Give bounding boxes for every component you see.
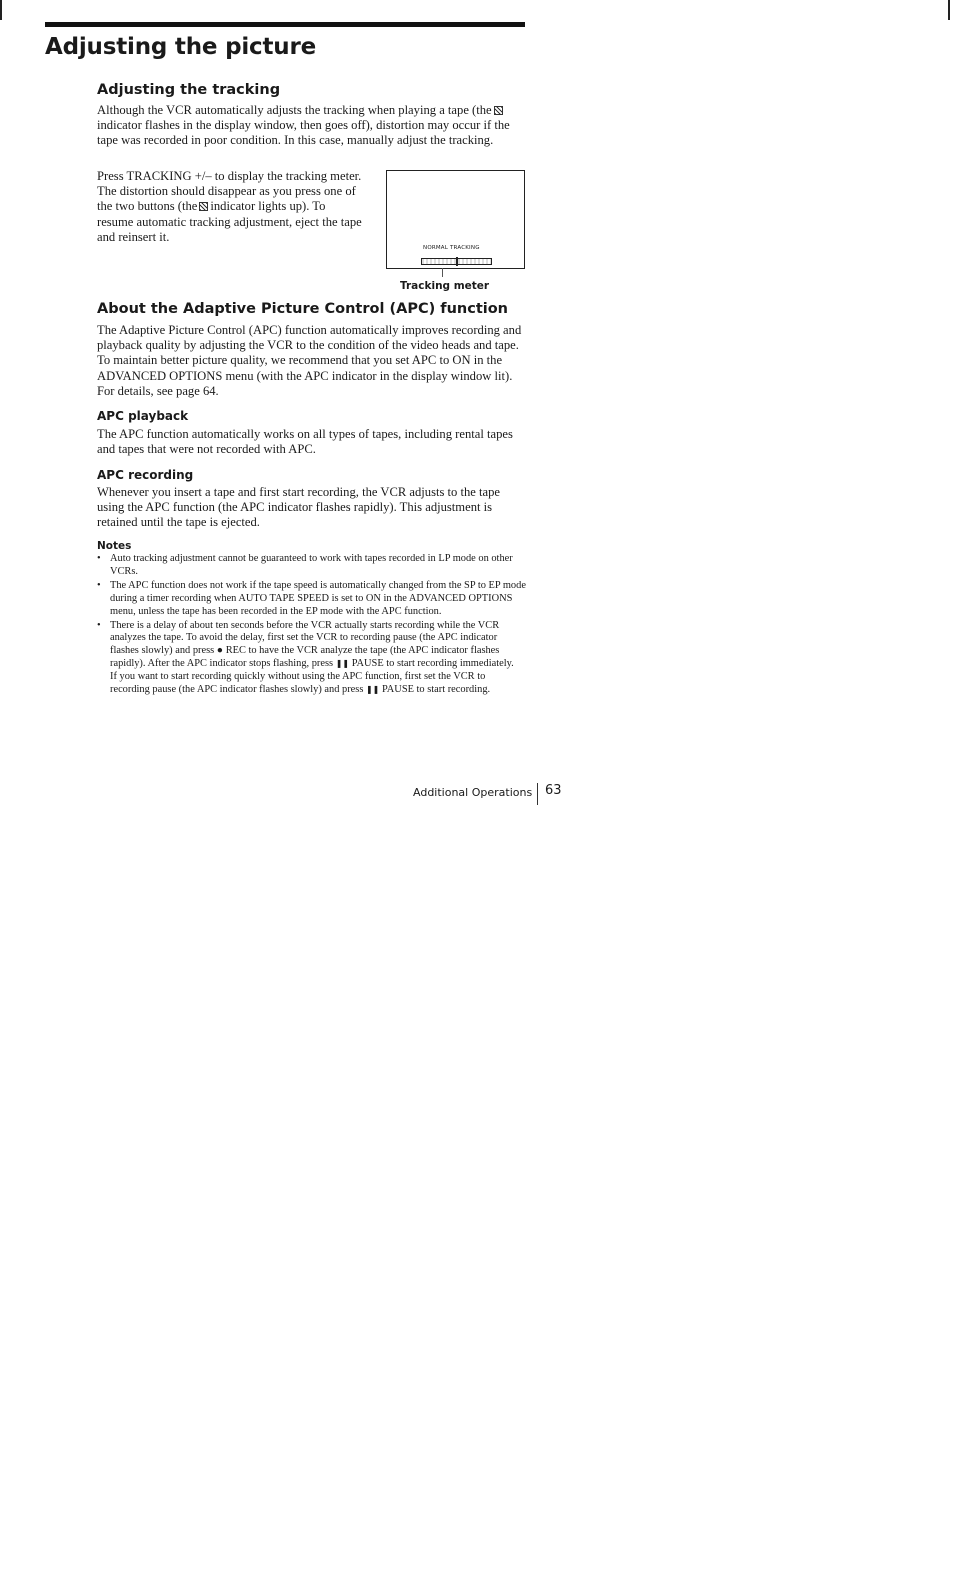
- subheading-apc-playback: APC playback: [97, 409, 189, 423]
- footer-section-name: Additional Operations: [413, 786, 533, 799]
- top-rule: [45, 22, 525, 27]
- section-heading-apc: About the Adaptive Picture Control (APC) function: [97, 301, 508, 317]
- section-heading-tracking: Adjusting the tracking: [97, 82, 281, 98]
- note-2-text: The APC function does not work if the tape speed is automatically changed from the SP to EP mode during a timer recording when AUTO TAPE SPEED is set to ON in the ADVANCED OPTIONS menu, unless the tape has been recorded in the EP mode with the APC function.: [110, 579, 526, 617]
- note-3-part-c: PAUSE to start recording immediately.: [351, 658, 514, 670]
- tracking-meter-caption: Tracking meter: [400, 280, 490, 292]
- tracking-indicator-icon: [494, 106, 503, 115]
- note-1-text: Auto tracking adjustment cannot be guaranteed to work with tapes recorded in LP mode on other VCRs.: [110, 553, 513, 577]
- note-bullet: •: [97, 553, 101, 564]
- note-item: [97, 580, 527, 619]
- apc-recording-text: Whenever you insert a tape and first start recording, the VCR adjusts to the tape using the APC function (the APC indicator flashes rapidly). This adjustment is retained until the tape is ejected.: [97, 485, 500, 530]
- notes-heading: Notes: [97, 540, 132, 552]
- tracking-para2-part-b: indicator lights up). To resume automatic tracking adjustment, eject the tape and reinsert it.: [97, 199, 362, 244]
- note-bullet: •: [97, 619, 101, 631]
- notes-list: [97, 553, 527, 698]
- left-edge-mark: [0, 0, 2, 20]
- tracking-meter-screen: [386, 170, 525, 269]
- pause-symbol-icon: ❚❚: [335, 659, 350, 669]
- note-3-part-a: There is a delay of about ten seconds before the VCR actually starts recording while the VCR analyzes the tape. To avoid the delay, first set the VCR to recording pause (the APC indicator flashes slowly) and press: [110, 619, 500, 657]
- tracking-indicator-icon: [199, 202, 208, 211]
- subheading-apc-recording: APC recording: [97, 468, 194, 482]
- note-3-part-e: PAUSE to start recording.: [381, 684, 491, 696]
- tracking-meter-leader-line: [442, 268, 443, 277]
- note-3-part-d: If you want to start recording quickly without using the APC function, first set the VCR to recording pause (the APC indicator flashes slowly) and press: [110, 671, 486, 696]
- tracking-para1-part-a: Although the VCR automatically adjusts the tracking when playing a tape (the: [97, 103, 492, 117]
- rec-symbol-icon: ●: [216, 645, 224, 657]
- footer-divider: [537, 783, 538, 805]
- note-item: [97, 553, 527, 579]
- right-edge-mark: [948, 0, 950, 20]
- tracking-paragraph-1: [97, 103, 527, 149]
- tracking-paragraph-2: [97, 169, 362, 245]
- note-3-part-b: REC to have the VCR analyze the tape (the APC indicator flashes rapidly). After the APC indicator stops flashing, press: [110, 645, 500, 670]
- tracking-meter-center-marker: [456, 257, 458, 266]
- note-bullet: •: [97, 579, 101, 591]
- footer-page-number: 63: [545, 783, 562, 798]
- page-title: Adjusting the picture: [45, 34, 317, 60]
- tracking-para2-part-a: Press TRACKING +/– to display the tracking meter. The distortion should disappear as you press one of the two buttons (the: [97, 169, 362, 214]
- pause-symbol-icon: ❚❚: [365, 685, 380, 695]
- apc-playback-text: The APC function automatically works on all types of tapes, including rental tapes and tapes that were not recorded with APC.: [97, 427, 513, 457]
- note-item: [97, 620, 527, 697]
- apc-intro: The Adaptive Picture Control (APC) function automatically improves recording and playback quality by adjusting the VCR to the condition of the video heads and tape. To maintain better picture quality, we recommend that you set APC to ON in the ADVANCED OPTIONS menu (with the APC indicator in the display window lit). For details, see page 64.: [97, 323, 522, 398]
- tracking-meter-label: NORMAL TRACKING: [423, 245, 480, 251]
- tracking-para1-part-b: indicator flashes in the display window, then goes off), distortion may occur if the tape was recorded in poor condition. In this case, manually adjust the tracking.: [97, 118, 510, 148]
